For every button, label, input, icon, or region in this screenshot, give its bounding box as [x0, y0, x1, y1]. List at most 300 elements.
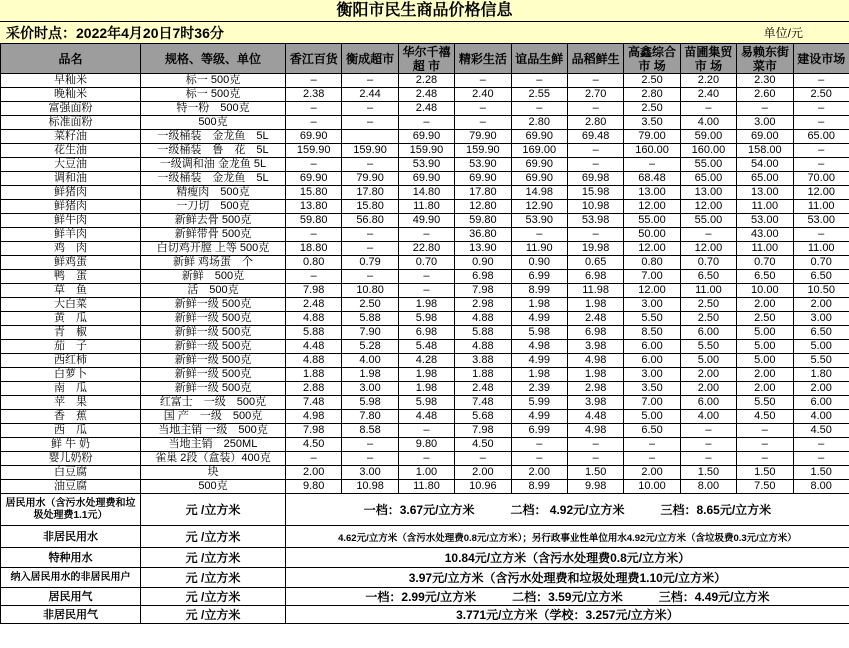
price-cell-0: 69.90: [286, 172, 342, 186]
product-name-cell: 草 鱼: [1, 284, 141, 298]
column-header-2: 香江百货: [286, 44, 342, 74]
product-name-cell: 西 瓜: [1, 424, 141, 438]
price-cell-4: 2.80: [511, 116, 567, 130]
price-cell-2: 6.98: [398, 326, 454, 340]
price-cell-6: 160.00: [624, 144, 680, 158]
price-cell-5: 69.98: [567, 172, 623, 186]
spec-cell: 新鲜带骨 500克: [141, 228, 286, 242]
utility-value-cell: 3.97元/立方米（含污水处理费和垃圾处理费1.10元/立方米）: [286, 568, 849, 588]
price-cell-8: 2.60: [737, 88, 793, 102]
spec-cell: 活 500克: [141, 284, 286, 298]
price-cell-9: 5.50: [793, 354, 849, 368]
utility-row: [1, 526, 849, 548]
price-cell-8: 2.00: [737, 382, 793, 396]
utility-value-cell: 3.771元/立方米（学校：3.257元/立方米）: [286, 606, 849, 624]
spec-cell: 新鲜去骨 500克: [141, 214, 286, 228]
product-name-cell: 白豆腐: [1, 466, 141, 480]
utility-name-cell: 非居民用气: [1, 606, 141, 624]
price-cell-3: 0.90: [455, 256, 511, 270]
product-name-cell: 黄 瓜: [1, 312, 141, 326]
price-cell-3: –: [455, 102, 511, 116]
price-cell-0: 1.88: [286, 368, 342, 382]
product-row: [1, 200, 849, 214]
price-cell-5: –: [567, 158, 623, 172]
product-name-cell: 鲜猪肉: [1, 200, 141, 214]
utility-name-cell: 非居民用水: [1, 526, 141, 548]
price-cell-9: –: [793, 452, 849, 466]
price-cell-9: 11.00: [793, 200, 849, 214]
price-cell-2: 4.28: [398, 354, 454, 368]
price-cell-5: 4.48: [567, 410, 623, 424]
price-cell-1: 5.28: [342, 340, 398, 354]
price-cell-7: 5.00: [680, 354, 736, 368]
price-cell-8: 7.50: [737, 480, 793, 494]
price-cell-9: 11.00: [793, 242, 849, 256]
price-cell-6: 6.00: [624, 340, 680, 354]
price-cell-2: –: [398, 116, 454, 130]
price-cell-6: –: [624, 438, 680, 452]
price-cell-0: 18.80: [286, 242, 342, 256]
price-cell-8: 65.00: [737, 172, 793, 186]
price-cell-9: 6.50: [793, 270, 849, 284]
price-cell-3: 3.88: [455, 354, 511, 368]
price-cell-2: 11.80: [398, 480, 454, 494]
price-cell-5: 4.98: [567, 424, 623, 438]
price-cell-4: 4.99: [511, 312, 567, 326]
price-cell-5: 1.50: [567, 466, 623, 480]
price-cell-8: 11.00: [737, 200, 793, 214]
price-cell-3: 13.90: [455, 242, 511, 256]
price-cell-9: –: [793, 102, 849, 116]
price-cell-4: –: [511, 74, 567, 88]
utility-unit-cell: 元 /立方米: [141, 606, 286, 624]
price-cell-8: 0.70: [737, 256, 793, 270]
price-cell-4: –: [511, 438, 567, 452]
utility-name-cell: 特种用水: [1, 548, 141, 568]
price-cell-2: 2.48: [398, 88, 454, 102]
price-cell-7: 6.00: [680, 326, 736, 340]
price-cell-1: 5.88: [342, 312, 398, 326]
spec-cell: 新鲜 鸡场蛋 个: [141, 256, 286, 270]
price-cell-7: 6.50: [680, 270, 736, 284]
price-cell-1: 7.90: [342, 326, 398, 340]
price-cell-1: 1.98: [342, 368, 398, 382]
price-cell-6: 68.48: [624, 172, 680, 186]
column-header-10: 易赖东街菜市: [737, 44, 793, 74]
product-row: [1, 396, 849, 410]
price-cell-0: 59.80: [286, 214, 342, 228]
product-row: [1, 354, 849, 368]
price-cell-4: 6.99: [511, 270, 567, 284]
price-cell-3: 36.80: [455, 228, 511, 242]
price-cell-7: 55.00: [680, 158, 736, 172]
price-cell-4: 169.00: [511, 144, 567, 158]
price-cell-3: 6.98: [455, 270, 511, 284]
price-cell-3: 10.96: [455, 480, 511, 494]
spec-cell: 一级桶装 鲁 花 5L: [141, 144, 286, 158]
price-cell-1: –: [342, 102, 398, 116]
price-cell-3: 69.90: [455, 172, 511, 186]
price-cell-8: 13.00: [737, 186, 793, 200]
price-cell-7: 65.00: [680, 172, 736, 186]
utility-unit-cell: 元 /立方米: [141, 494, 286, 526]
price-cell-0: 2.38: [286, 88, 342, 102]
price-cell-1: 2.50: [342, 298, 398, 312]
price-cell-3: 7.98: [455, 284, 511, 298]
price-cell-9: 4.00: [793, 410, 849, 424]
price-cell-7: 59.00: [680, 130, 736, 144]
price-cell-3: –: [455, 74, 511, 88]
product-name-cell: 调和油: [1, 172, 141, 186]
price-cell-5: 6.98: [567, 270, 623, 284]
price-cell-3: –: [455, 452, 511, 466]
price-cell-5: 9.98: [567, 480, 623, 494]
price-cell-7: 160.00: [680, 144, 736, 158]
price-cell-1: 15.80: [342, 200, 398, 214]
product-row: [1, 326, 849, 340]
price-cell-4: 1.98: [511, 368, 567, 382]
price-cell-1: 3.00: [342, 466, 398, 480]
column-header-4: 华尔千禧超 市: [398, 44, 454, 74]
price-cell-9: –: [793, 144, 849, 158]
price-cell-2: 1.00: [398, 466, 454, 480]
product-name-cell: 标准面粉: [1, 116, 141, 130]
price-cell-6: 7.00: [624, 396, 680, 410]
price-cell-4: 8.99: [511, 480, 567, 494]
price-cell-9: 1.80: [793, 368, 849, 382]
product-row: [1, 410, 849, 424]
price-cell-3: 79.90: [455, 130, 511, 144]
price-cell-0: 2.00: [286, 466, 342, 480]
product-row: [1, 452, 849, 466]
price-cell-2: 4.48: [398, 410, 454, 424]
price-cell-2: 5.98: [398, 396, 454, 410]
price-cell-4: 1.98: [511, 298, 567, 312]
price-cell-6: –: [624, 158, 680, 172]
price-cell-2: 0.70: [398, 256, 454, 270]
price-cell-1: 4.00: [342, 354, 398, 368]
column-header-11: 建设市场: [793, 44, 849, 74]
price-cell-0: 2.48: [286, 298, 342, 312]
utility-row: [1, 606, 849, 624]
price-cell-9: 8.00: [793, 480, 849, 494]
price-cell-9: 6.50: [793, 326, 849, 340]
price-cell-5: –: [567, 438, 623, 452]
product-row: [1, 438, 849, 452]
price-cell-8: 2.00: [737, 298, 793, 312]
price-cell-2: 1.98: [398, 298, 454, 312]
price-cell-8: 69.00: [737, 130, 793, 144]
price-cell-7: 4.00: [680, 116, 736, 130]
price-cell-3: 4.88: [455, 340, 511, 354]
product-name-cell: 鲜猪肉: [1, 186, 141, 200]
price-cell-6: 2.00: [624, 466, 680, 480]
price-cell-8: 5.00: [737, 340, 793, 354]
price-cell-1: 0.79: [342, 256, 398, 270]
price-cell-6: –: [624, 452, 680, 466]
price-cell-8: 53.00: [737, 214, 793, 228]
price-cell-1: –: [342, 270, 398, 284]
price-cell-8: –: [737, 438, 793, 452]
product-row: [1, 480, 849, 494]
price-cell-2: 69.90: [398, 172, 454, 186]
spec-cell: 一级桶装 金龙鱼 5L: [141, 130, 286, 144]
utility-unit-cell: 元 /立方米: [141, 588, 286, 606]
price-cell-0: –: [286, 452, 342, 466]
price-cell-6: 2.80: [624, 88, 680, 102]
price-cell-9: 0.70: [793, 256, 849, 270]
utility-unit-cell: 元 /立方米: [141, 568, 286, 588]
price-cell-4: 2.55: [511, 88, 567, 102]
price-cell-4: 2.39: [511, 382, 567, 396]
price-cell-6: 5.00: [624, 410, 680, 424]
price-cell-6: 2.50: [624, 74, 680, 88]
price-cell-7: 1.50: [680, 466, 736, 480]
price-cell-1: 7.80: [342, 410, 398, 424]
price-cell-3: 12.80: [455, 200, 511, 214]
price-cell-5: 4.98: [567, 354, 623, 368]
utility-name-cell: 居民用气: [1, 588, 141, 606]
product-name-cell: 大豆油: [1, 158, 141, 172]
price-cell-2: 2.48: [398, 102, 454, 116]
price-cell-5: 6.98: [567, 326, 623, 340]
price-cell-9: –: [793, 158, 849, 172]
spec-cell: 一级调和油 金龙鱼 5L: [141, 158, 286, 172]
spec-cell: 新鲜一级 500克: [141, 312, 286, 326]
price-cell-4: 4.99: [511, 410, 567, 424]
price-cell-8: 2.00: [737, 368, 793, 382]
product-row: [1, 88, 849, 102]
product-row: [1, 382, 849, 396]
price-cell-2: 69.90: [398, 130, 454, 144]
product-name-cell: 婴儿奶粉: [1, 452, 141, 466]
price-cell-6: 79.00: [624, 130, 680, 144]
price-cell-0: 9.80: [286, 480, 342, 494]
price-cell-4: 69.90: [511, 130, 567, 144]
price-cell-5: 1.98: [567, 298, 623, 312]
price-cell-6: 3.00: [624, 298, 680, 312]
price-cell-3: 5.88: [455, 326, 511, 340]
product-row: [1, 186, 849, 200]
price-cell-7: 2.20: [680, 74, 736, 88]
price-cell-5: –: [567, 102, 623, 116]
price-cell-0: –: [286, 270, 342, 284]
price-cell-7: 55.00: [680, 214, 736, 228]
price-cell-0: 5.88: [286, 326, 342, 340]
price-cell-3: 2.00: [455, 466, 511, 480]
price-cell-2: 1.98: [398, 382, 454, 396]
product-row: [1, 256, 849, 270]
price-cell-8: 54.00: [737, 158, 793, 172]
price-cell-5: 3.98: [567, 396, 623, 410]
price-cell-9: 3.00: [793, 312, 849, 326]
price-cell-6: 13.00: [624, 186, 680, 200]
column-header-3: 衡成超市: [342, 44, 398, 74]
price-table: [0, 43, 849, 624]
price-cell-8: 1.50: [737, 466, 793, 480]
price-cell-0: 4.88: [286, 312, 342, 326]
price-cell-7: 2.40: [680, 88, 736, 102]
price-cell-4: 12.90: [511, 200, 567, 214]
utility-value-cell: 一档：3.67元/立方米 二档： 4.92元/立方米 三档：8.65元/立方米: [286, 494, 849, 526]
price-cell-2: 11.80: [398, 200, 454, 214]
spec-cell: 一级桶装 金龙鱼 5L: [141, 172, 286, 186]
utility-unit-cell: 元 /立方米: [141, 526, 286, 548]
product-row: [1, 368, 849, 382]
price-cell-4: 14.98: [511, 186, 567, 200]
price-cell-8: 5.00: [737, 326, 793, 340]
price-cell-9: 65.00: [793, 130, 849, 144]
price-cell-6: 12.00: [624, 242, 680, 256]
product-name-cell: 鲜鸡蛋: [1, 256, 141, 270]
product-name-cell: 早籼米: [1, 74, 141, 88]
price-cell-2: 9.80: [398, 438, 454, 452]
price-cell-3: 2.98: [455, 298, 511, 312]
price-cell-5: 2.70: [567, 88, 623, 102]
spec-cell: 当地主销 250ML: [141, 438, 286, 452]
utility-name-cell: 居民用水（含污水处理费和垃圾处理费1.1元）: [1, 494, 141, 526]
price-cell-7: –: [680, 102, 736, 116]
column-header-7: 品稻鲜生: [567, 44, 623, 74]
price-cell-9: 4.50: [793, 424, 849, 438]
price-cell-1: 5.98: [342, 396, 398, 410]
product-name-cell: 鲜羊肉: [1, 228, 141, 242]
price-cell-8: 10.00: [737, 284, 793, 298]
price-cell-1: –: [342, 228, 398, 242]
column-header-5: 精彩生活: [455, 44, 511, 74]
price-cell-8: 2.50: [737, 312, 793, 326]
price-cell-4: –: [511, 102, 567, 116]
product-row: [1, 242, 849, 256]
product-row: [1, 298, 849, 312]
header-row: [1, 44, 849, 74]
price-cell-3: 7.48: [455, 396, 511, 410]
price-cell-9: 1.50: [793, 466, 849, 480]
price-cell-1: 3.00: [342, 382, 398, 396]
price-collection-time: 采价时点：2022年4月20日7时36分: [6, 24, 224, 41]
price-cell-5: 19.98: [567, 242, 623, 256]
price-cell-7: 2.00: [680, 382, 736, 396]
price-cell-7: 6.00: [680, 396, 736, 410]
product-row: [1, 340, 849, 354]
product-row: [1, 144, 849, 158]
price-cell-1: –: [342, 452, 398, 466]
price-cell-6: 6.50: [624, 424, 680, 438]
price-cell-7: 4.00: [680, 410, 736, 424]
product-name-cell: 鲜 牛 奶: [1, 438, 141, 452]
price-cell-0: 159.90: [286, 144, 342, 158]
price-cell-0: 4.98: [286, 410, 342, 424]
product-row: [1, 228, 849, 242]
spec-cell: 新鲜一级 500克: [141, 368, 286, 382]
price-cell-3: 4.88: [455, 312, 511, 326]
price-cell-8: 43.00: [737, 228, 793, 242]
product-name-cell: 苹 果: [1, 396, 141, 410]
price-cell-9: 70.00: [793, 172, 849, 186]
price-cell-6: 10.00: [624, 480, 680, 494]
price-cell-1: –: [342, 438, 398, 452]
price-cell-6: 8.50: [624, 326, 680, 340]
price-cell-3: 17.80: [455, 186, 511, 200]
price-cell-6: 12.00: [624, 200, 680, 214]
spec-cell: 新鲜一级 500克: [141, 382, 286, 396]
price-cell-3: 59.80: [455, 214, 511, 228]
spec-cell: 白切鸡开膛 上等 500克: [141, 242, 286, 256]
product-name-cell: 花生油: [1, 144, 141, 158]
spec-cell: 新鲜一级 500克: [141, 326, 286, 340]
price-cell-0: –: [286, 102, 342, 116]
price-cell-1: 56.80: [342, 214, 398, 228]
product-name-cell: 菜籽油: [1, 130, 141, 144]
spec-cell: 标一 500克: [141, 74, 286, 88]
top-band: [0, 0, 849, 43]
utility-value-cell: 10.84元/立方米（含污水处理费0.8元/立方米）: [286, 548, 849, 568]
price-cell-0: 7.48: [286, 396, 342, 410]
price-cell-7: 13.00: [680, 186, 736, 200]
spec-cell: 500克: [141, 480, 286, 494]
product-row: [1, 466, 849, 480]
price-cell-5: 53.98: [567, 214, 623, 228]
price-cell-5: –: [567, 228, 623, 242]
price-cell-8: 2.30: [737, 74, 793, 88]
price-cell-8: –: [737, 452, 793, 466]
utility-unit-cell: 元 /立方米: [141, 548, 286, 568]
spec-cell: 标一 500克: [141, 88, 286, 102]
price-cell-4: 69.90: [511, 158, 567, 172]
price-cell-3: 4.50: [455, 438, 511, 452]
column-header-0: 品名: [1, 44, 141, 74]
product-row: [1, 102, 849, 116]
product-name-cell: 鲜牛肉: [1, 214, 141, 228]
product-name-cell: 白萝卜: [1, 368, 141, 382]
price-cell-6: 3.50: [624, 382, 680, 396]
price-cell-4: 0.90: [511, 256, 567, 270]
price-cell-7: 2.50: [680, 312, 736, 326]
product-name-cell: 油豆腐: [1, 480, 141, 494]
price-cell-6: 12.00: [624, 284, 680, 298]
price-cell-6: 6.00: [624, 354, 680, 368]
price-cell-7: –: [680, 438, 736, 452]
price-cell-5: 69.48: [567, 130, 623, 144]
price-cell-0: 7.98: [286, 424, 342, 438]
spec-cell: 精瘦肉 500克: [141, 186, 286, 200]
spec-cell: 一刀切 500克: [141, 200, 286, 214]
price-cell-9: 2.00: [793, 382, 849, 396]
price-cell-9: 53.00: [793, 214, 849, 228]
price-cell-9: 6.00: [793, 396, 849, 410]
price-cell-2: –: [398, 452, 454, 466]
price-cell-2: –: [398, 424, 454, 438]
price-cell-2: 53.90: [398, 158, 454, 172]
price-cell-3: 5.68: [455, 410, 511, 424]
subtitle-row: [0, 22, 849, 43]
price-cell-1: [342, 130, 398, 144]
utility-row: [1, 568, 849, 588]
price-cell-7: 5.50: [680, 340, 736, 354]
price-cell-9: 2.00: [793, 298, 849, 312]
price-cell-8: 11.00: [737, 242, 793, 256]
price-cell-7: –: [680, 228, 736, 242]
price-cell-9: –: [793, 438, 849, 452]
product-name-cell: 西红柿: [1, 354, 141, 368]
price-cell-2: 159.90: [398, 144, 454, 158]
price-cell-1: 2.44: [342, 88, 398, 102]
product-name-cell: 晚籼米: [1, 88, 141, 102]
price-cell-9: –: [793, 116, 849, 130]
spec-cell: 雀巢 2段（盒装）400克: [141, 452, 286, 466]
price-cell-8: 4.50: [737, 410, 793, 424]
product-row: [1, 214, 849, 228]
